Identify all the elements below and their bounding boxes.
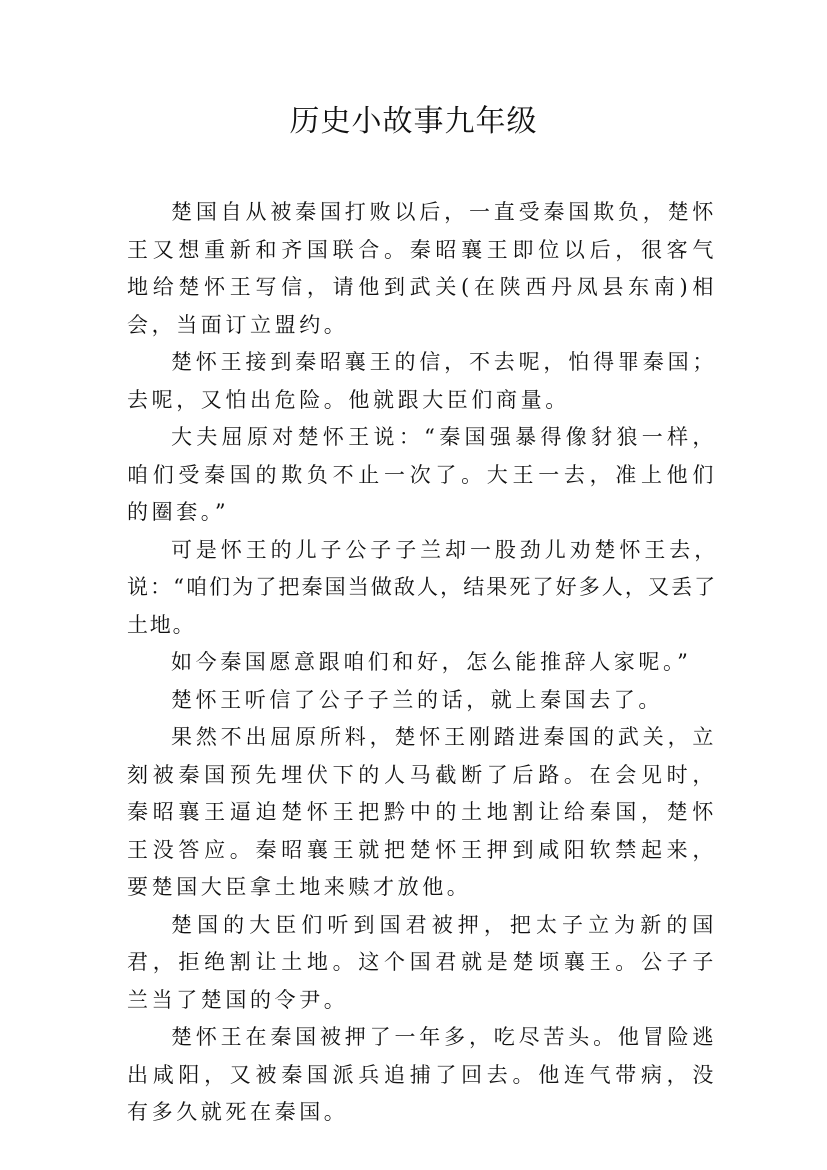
paragraph: 楚怀王听信了公子子兰的话，就上秦国去了。 [171, 687, 663, 712]
paragraph: 楚国的大臣们听到国君被押，把太子立为新的国君，拒绝割让土地。这个国君就是楚顷襄王。公子子兰当了楚国的令尹。 [127, 912, 717, 1012]
paragraph: 楚国自从被秦国打败以后，一直受秦国欺负，楚怀王又想重新和齐国联合。秦昭襄王即位以后，很客气地给楚怀王写信，请他到武关(在陕西丹凤县东南)相会，当面订立盟约。 [127, 200, 717, 337]
document-title: 历史小故事九年级 [289, 104, 538, 139]
paragraph: 如今秦国愿意跟咱们和好，怎么能推辞人家呢。” [171, 650, 692, 674]
paragraph: 楚怀王接到秦昭襄王的信，不去呢，怕得罪秦国；去呢，又怕出危险。他就跟大臣们商量。 [127, 350, 717, 412]
paragraph: 果然不出屈原所料，楚怀王刚踏进秦国的武关，立刻被秦国预先埋伏下的人马截断了后路。在会见时，秦昭襄王逼迫楚怀王把黔中的土地割让给秦国，楚怀王没答应。秦昭襄王就把楚怀王押到咸阳软禁起来，要楚国大臣拿土地来赎才放他。 [127, 725, 717, 899]
paragraph: 楚怀王在秦国被押了一年多，吃尽苦头。他冒险逃出咸阳，又被秦国派兵追捕了回去。他连气带病，没有多久就死在秦国。 [127, 1025, 717, 1124]
paragraph: 可是怀王的儿子公子子兰却一股劲儿劝楚怀王去，说：“咱们为了把秦国当做敌人，结果死了好多人，又丢了土地。 [127, 537, 717, 637]
paragraph: 大夫屈原对楚怀王说：“秦国强暴得像豺狼一样，咱们受秦国的欺负不止一次了。大王一去，准上他们的圈套。” [127, 425, 717, 524]
document-body [127, 194, 717, 1132]
